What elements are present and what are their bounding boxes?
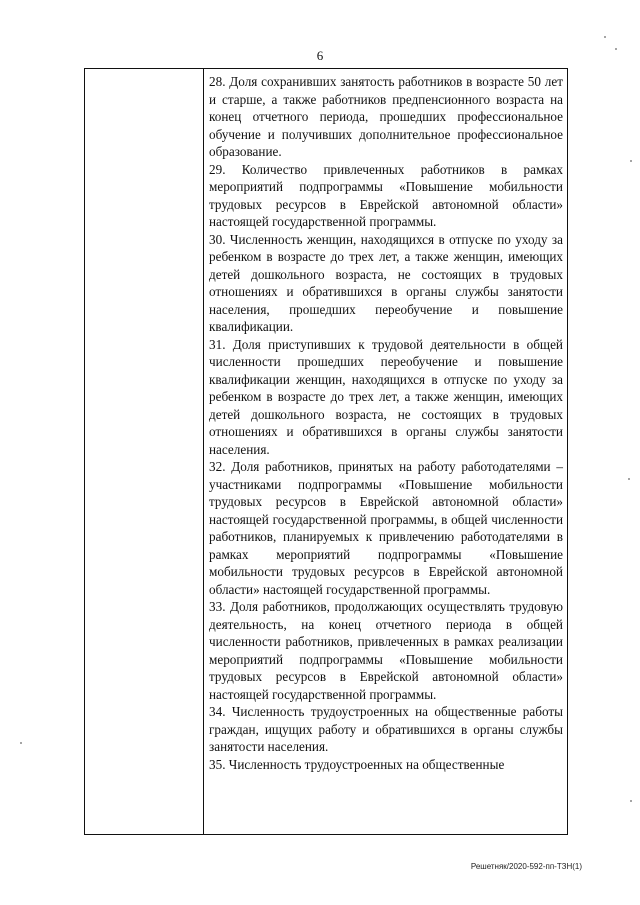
list-item: 32. Доля работников, принятых на работу работодателями – участниками подпрограммы «Повышение мобильности трудовых ресурсов в Еврейской автономной области» настоящей государственной программы, в общей численности работников, планируемых к привлечению работодателями в рамках мероприятий подпрограммы «Повышение мобильности трудовых ресурсов в Еврейской автономной области» настоящей государственной программы.	[209, 459, 563, 597]
indicators-table	[84, 68, 568, 835]
scan-speck	[630, 160, 632, 162]
list-item: 33. Доля работников, продолжающих осуществлять трудовую деятельность, на конец отчетного периода в общей численности работников, привлеченных в рамках реализации мероприятий подпрограммы «Повышение мобильности трудовых ресурсов в Еврейской автономной области» настоящей государственной программы.	[209, 599, 563, 702]
list-item: 35. Численность трудоустроенных на общественные	[209, 756, 505, 772]
scan-speck	[20, 742, 22, 744]
list-item: 30. Численность женщин, находящихся в отпуске по уходу за ребенком в возрасте до трех лет, а также женщин, имеющих детей дошкольного возраста, не состоящих в трудовых отношениях и обратившихся в органы службы занятости населения, прошедших переобучение и повышение квалификации.	[209, 231, 563, 334]
table-left-column	[84, 69, 204, 834]
scan-speck	[630, 800, 632, 802]
scan-speck	[615, 48, 617, 50]
list-item: 28. Доля сохранивших занятость работников в возрасте 50 лет и старше, а также работников предпенсионного возраста на конец отчетного периода, прошедших профессиональное обучение и получивших дополнительное профессиональное образование.	[209, 74, 563, 159]
scan-speck	[628, 478, 630, 480]
footer-document-code: Решетняк/2020-592-пп-ТЗН(1)	[470, 862, 582, 871]
table-right-column	[204, 69, 568, 834]
scan-speck	[604, 36, 606, 38]
list-item: 29. Количество привлеченных работников в рамках мероприятий подпрограммы «Повышение мобильности трудовых ресурсов в Еврейской автономной области» настоящей государственной программы.	[209, 161, 563, 229]
page-number: 6	[316, 48, 324, 63]
list-item: 31. Доля приступивших к трудовой деятельности в общей численности прошедших переобучение и повышение квалификации женщин, находящихся в отпуске по уходу за ребенком в возрасте до трех лет, а также женщин, имеющих детей дошкольного возраста, не состоящих в трудовых отношениях и обратившихся в органы службы занятости населения.	[209, 336, 563, 457]
list-item: 34. Численность трудоустроенных на общественные работы граждан, ищущих работу и обратившихся в органы службы занятости населения.	[209, 704, 563, 754]
